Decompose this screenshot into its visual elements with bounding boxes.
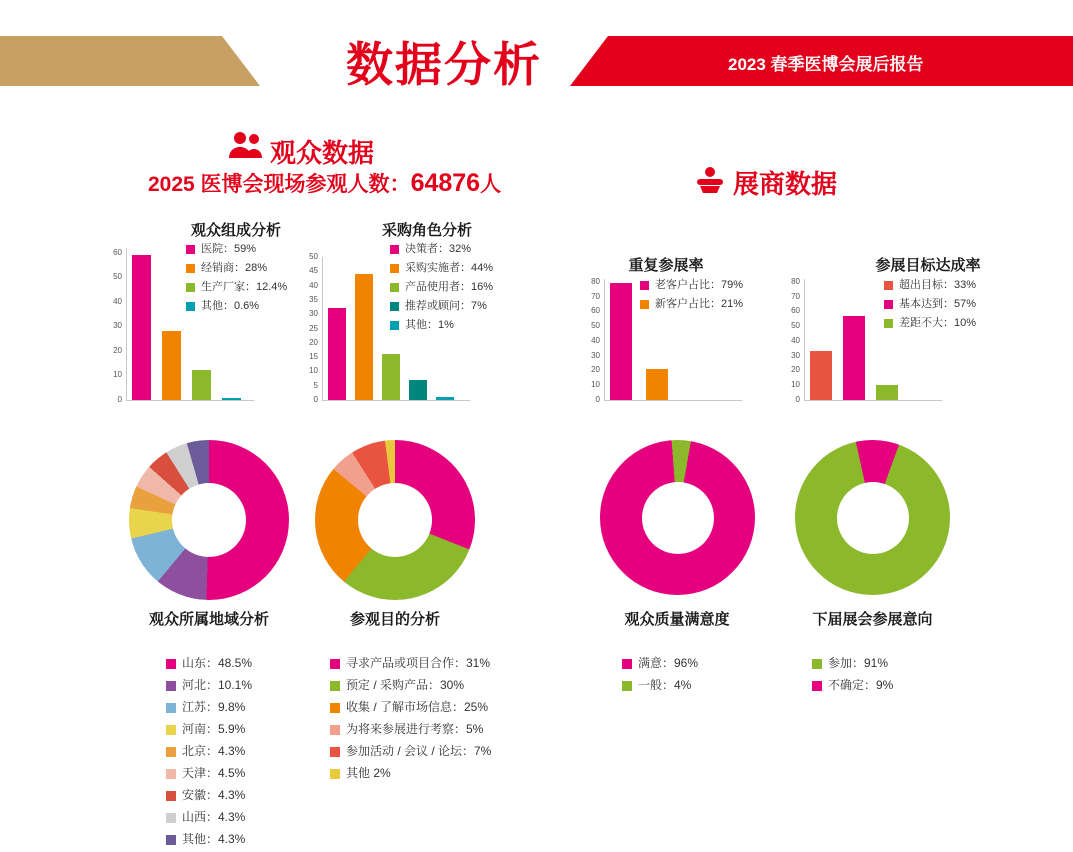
legend-swatch <box>884 319 893 328</box>
legend-item <box>884 296 976 312</box>
legend-label: 基本达到：57% <box>899 298 977 310</box>
x-axis <box>804 400 942 401</box>
legend-label: 推荐或顾问：7% <box>405 300 487 312</box>
legend-item <box>622 654 698 673</box>
header-gold-banner <box>0 36 260 86</box>
bar <box>409 380 427 400</box>
audience-section-title: 观众数据 <box>270 138 375 168</box>
legend-label: 经销商：28% <box>201 262 268 274</box>
y-axis-tick: 50 <box>309 252 318 261</box>
y-axis-tick: 60 <box>113 247 122 257</box>
legend-item <box>330 698 491 717</box>
y-axis-tick: 0 <box>595 395 600 404</box>
legend-label: 参加：91% <box>828 656 889 670</box>
legend-swatch <box>390 245 399 254</box>
chart-title-repeat-rate: 重复参展率 <box>628 257 704 274</box>
legend-swatch <box>812 659 822 669</box>
bar <box>610 283 632 400</box>
legend-label: 采购实施者：44% <box>405 262 494 274</box>
legend-item <box>884 277 976 293</box>
legend-repeat-rate <box>640 277 743 315</box>
legend-label: 不确定：9% <box>828 678 894 692</box>
chart-visit-purpose <box>315 440 475 600</box>
y-axis-tick: 20 <box>309 337 318 347</box>
y-axis-tick: 70 <box>791 291 800 301</box>
legend-item <box>330 742 491 761</box>
legend-label: 医院：59% <box>201 243 257 255</box>
legend-swatch <box>166 747 176 757</box>
legend-swatch <box>330 747 340 757</box>
y-axis-tick: 30 <box>113 321 122 331</box>
legend-label: 决策者：32% <box>405 243 472 255</box>
legend-swatch <box>166 703 176 713</box>
page-title: 数据分析 <box>346 38 542 93</box>
chart-title-audience-region: 观众所属地域分析 <box>148 611 269 628</box>
legend-swatch <box>166 813 176 823</box>
legend-swatch <box>166 769 176 779</box>
bar <box>162 331 181 400</box>
legend-swatch <box>390 264 399 273</box>
legend-swatch <box>166 681 176 691</box>
legend-label: 其他：4.3% <box>182 832 246 846</box>
chart-audience-region <box>129 440 289 600</box>
x-axis <box>126 400 254 401</box>
legend-swatch <box>166 659 176 669</box>
legend-swatch <box>622 681 632 691</box>
legend-label: 差距不大：10% <box>899 317 977 329</box>
y-axis-tick: 80 <box>791 276 800 286</box>
legend-swatch <box>186 245 195 254</box>
bar <box>222 398 241 400</box>
legend-goal-rate <box>884 277 976 334</box>
legend-label: 生产厂家：12.4% <box>201 281 288 293</box>
legend-item <box>186 241 287 257</box>
bar <box>355 274 373 400</box>
attendance-number: 64876 <box>410 169 481 197</box>
y-axis-tick: 30 <box>591 350 600 360</box>
y-axis-tick: 60 <box>791 306 800 316</box>
y-axis-tick: 20 <box>113 345 122 355</box>
legend-item <box>186 260 287 276</box>
y-axis <box>804 279 805 400</box>
y-axis-tick: 0 <box>117 395 122 404</box>
legend-swatch <box>330 769 340 779</box>
legend-swatch <box>640 300 649 309</box>
chart-next-intention <box>795 440 950 595</box>
y-axis-tick: 25 <box>309 323 318 333</box>
y-axis-tick: 10 <box>113 370 122 380</box>
legend-swatch <box>390 283 399 292</box>
legend-audience-satisfaction <box>622 654 698 698</box>
legend-swatch <box>812 681 822 691</box>
chart-audience-satisfaction <box>600 440 755 595</box>
legend-item <box>390 317 493 333</box>
bar <box>810 351 832 400</box>
legend-swatch <box>186 302 195 311</box>
legend-label: 其他：0.6% <box>201 300 260 312</box>
legend-label: 河北：10.1% <box>182 678 253 692</box>
y-axis <box>126 248 127 400</box>
legend-swatch <box>622 659 632 669</box>
legend-label: 北京：4.3% <box>182 744 246 758</box>
legend-swatch <box>330 725 340 735</box>
legend-label: 山西：4.3% <box>182 810 246 824</box>
attendance-label: 2025 医博会现场参观人数： <box>148 173 411 196</box>
y-axis-tick: 20 <box>591 365 600 375</box>
y-axis-tick: 80 <box>591 276 600 286</box>
legend-visit-purpose <box>330 654 491 786</box>
legend-item <box>390 279 493 295</box>
legend-item <box>330 764 491 783</box>
y-axis-tick: 40 <box>591 335 600 345</box>
legend-swatch <box>166 725 176 735</box>
legend-swatch <box>330 659 340 669</box>
legend-label: 老客户占比：79% <box>655 279 744 291</box>
legend-label: 山东：48.5% <box>182 656 253 670</box>
y-axis-tick: 10 <box>591 380 600 390</box>
bar <box>132 255 151 400</box>
legend-item <box>812 676 893 695</box>
legend-purchase-role <box>390 241 493 336</box>
chart-title-next-intention: 下届展会参展意向 <box>812 611 933 628</box>
y-axis-tick: 20 <box>791 365 800 375</box>
exhibitor-section-title: 展商数据 <box>733 169 838 199</box>
legend-item <box>166 742 252 761</box>
header-divider <box>0 101 1073 105</box>
attendance-headline <box>148 168 501 198</box>
legend-label: 安徽：4.3% <box>182 788 246 802</box>
legend-label: 其他 2% <box>346 766 391 780</box>
chart-title-audience-satisfaction: 观众质量满意度 <box>624 611 730 628</box>
people-icon <box>228 131 262 159</box>
y-axis-tick: 40 <box>113 296 122 306</box>
bar <box>436 397 454 400</box>
bar <box>843 316 865 400</box>
y-axis-tick: 60 <box>591 306 600 316</box>
y-axis <box>322 257 323 400</box>
y-axis-tick: 40 <box>791 335 800 345</box>
legend-label: 超出目标：33% <box>899 279 977 291</box>
legend-swatch <box>884 300 893 309</box>
y-axis-tick: 0 <box>795 395 800 404</box>
legend-label: 新客户占比：21% <box>655 298 744 310</box>
legend-swatch <box>330 703 340 713</box>
legend-item <box>166 786 252 805</box>
legend-swatch <box>884 281 893 290</box>
attendance-unit: 人 <box>480 173 502 196</box>
legend-label: 为将来参展进行考察：5% <box>346 722 484 736</box>
page-header <box>0 0 1073 105</box>
legend-audience-composition <box>186 241 287 317</box>
y-axis-tick: 70 <box>591 291 600 301</box>
legend-item <box>640 277 743 293</box>
legend-label: 河南：5.9% <box>182 722 246 736</box>
chart-title-purchase-role: 采购角色分析 <box>381 222 472 239</box>
legend-label: 江苏：9.8% <box>182 700 246 714</box>
legend-item <box>640 296 743 312</box>
legend-item <box>186 279 287 295</box>
legend-item <box>390 241 493 257</box>
bar <box>192 370 211 400</box>
y-axis-tick: 40 <box>309 280 318 290</box>
y-axis-tick: 50 <box>591 321 600 331</box>
legend-label: 满意：96% <box>638 656 699 670</box>
y-axis-tick: 10 <box>791 380 800 390</box>
legend-item <box>390 298 493 314</box>
bar <box>876 385 898 400</box>
bar <box>646 369 668 400</box>
legend-item <box>186 298 287 314</box>
legend-item <box>330 720 491 739</box>
legend-swatch <box>390 302 399 311</box>
legend-swatch <box>166 835 176 845</box>
legend-label: 寻求产品或项目合作：31% <box>346 656 491 670</box>
chart-title-audience-composition: 观众组成分析 <box>190 222 281 239</box>
legend-audience-region <box>166 654 252 852</box>
legend-item <box>166 720 252 739</box>
legend-item <box>622 676 698 695</box>
legend-swatch <box>640 281 649 290</box>
x-axis <box>322 400 470 401</box>
y-axis <box>604 279 605 400</box>
x-axis <box>604 400 742 401</box>
legend-label: 一般：4% <box>638 678 692 692</box>
legend-item <box>166 830 252 849</box>
legend-next-intention <box>812 654 893 698</box>
legend-label: 其他：1% <box>405 319 454 331</box>
legend-swatch <box>330 681 340 691</box>
y-axis-tick: 45 <box>309 266 318 276</box>
legend-item <box>884 315 976 331</box>
bar <box>328 308 346 400</box>
legend-item <box>166 764 252 783</box>
legend-label: 预定 / 采购产品：30% <box>346 678 465 692</box>
legend-item <box>166 698 252 717</box>
legend-label: 收集 / 了解市场信息：25% <box>346 700 489 714</box>
y-axis-tick: 15 <box>309 352 318 362</box>
legend-swatch <box>390 321 399 330</box>
header-subtitle: 2023 春季医博会展后报告 <box>728 55 924 74</box>
legend-item <box>330 676 491 695</box>
exhibitor-icon <box>694 166 726 194</box>
legend-swatch <box>186 264 195 273</box>
legend-item <box>330 654 491 673</box>
y-axis-tick: 5 <box>313 380 318 390</box>
y-axis-tick: 0 <box>313 395 318 404</box>
y-axis-tick: 30 <box>309 309 318 319</box>
chart-title-goal-rate: 参展目标达成率 <box>875 257 981 274</box>
legend-swatch <box>166 791 176 801</box>
chart-title-visit-purpose: 参观目的分析 <box>349 611 440 628</box>
y-axis-tick: 10 <box>309 366 318 376</box>
legend-swatch <box>186 283 195 292</box>
legend-item <box>166 676 252 695</box>
legend-item <box>812 654 893 673</box>
y-axis-tick: 30 <box>791 350 800 360</box>
legend-item <box>166 654 252 673</box>
legend-label: 天津：4.5% <box>182 766 246 780</box>
y-axis-tick: 50 <box>113 272 122 282</box>
y-axis-tick: 35 <box>309 294 318 304</box>
legend-item <box>166 808 252 827</box>
y-axis-tick: 50 <box>791 321 800 331</box>
bar <box>382 354 400 400</box>
legend-label: 产品使用者：16% <box>405 281 494 293</box>
legend-item <box>390 260 493 276</box>
legend-label: 参加活动 / 会议 / 论坛：7% <box>346 744 492 758</box>
